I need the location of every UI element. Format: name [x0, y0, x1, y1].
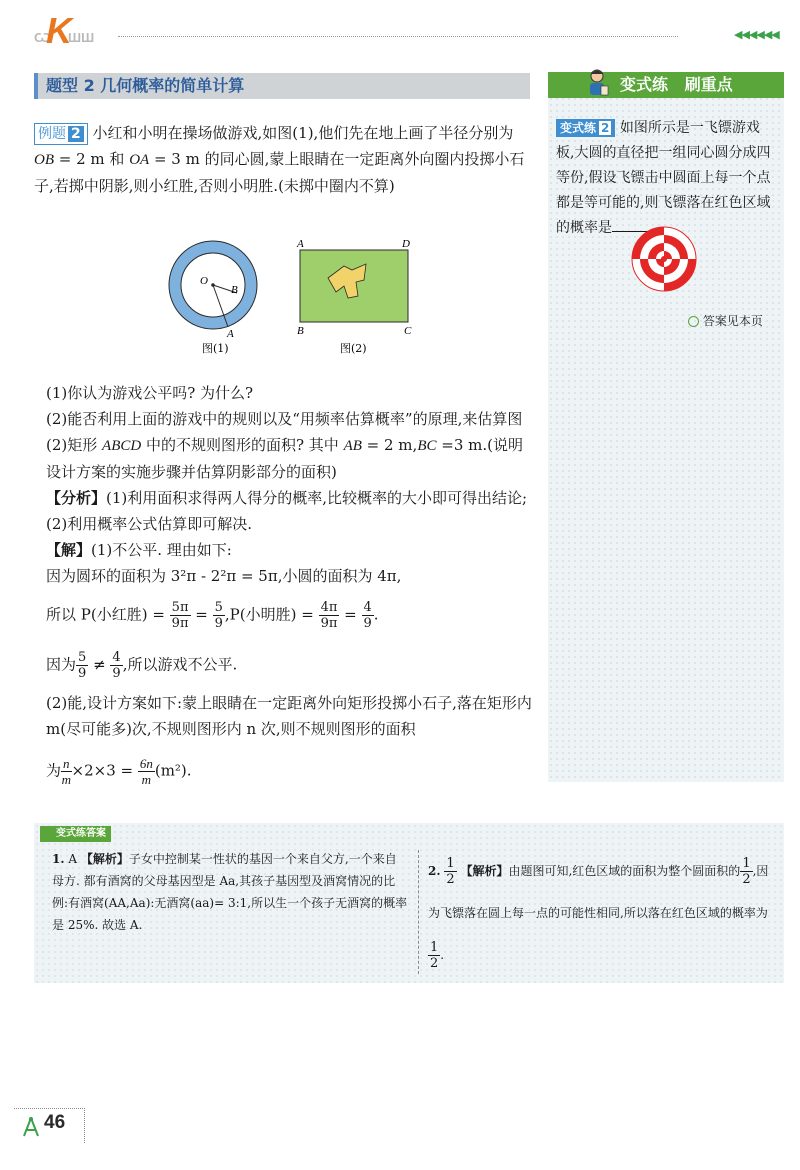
- solution-6-text-c: (m²).: [154, 761, 192, 780]
- fraction-den: 9: [214, 616, 223, 631]
- side-panel-header: [548, 72, 784, 98]
- header-arrows: ◀◀◀◀◀◀: [734, 28, 779, 41]
- student-icon: [584, 68, 610, 98]
- dartboard-figure: [631, 226, 697, 292]
- solution-label: 【解】: [46, 541, 92, 559]
- fraction-num: 4π: [320, 600, 338, 615]
- fraction-num: 1: [742, 856, 751, 871]
- answer-2-text-3: .: [440, 948, 445, 962]
- fraction-den: 2: [742, 872, 751, 887]
- answer-reference: [688, 312, 763, 329]
- question-2-text-c: = 2 m,: [361, 436, 418, 454]
- solution-4-text-a: 因为: [46, 655, 77, 674]
- solution-3-text-a: 所以 P(小红胜) =: [46, 605, 170, 624]
- period: .: [373, 605, 379, 624]
- fraction-num: 4: [363, 600, 372, 615]
- logo-suffix: ШШ: [68, 30, 95, 45]
- solution-6-text-b: ×2×3 =: [71, 761, 138, 780]
- fraction-den: m: [61, 772, 71, 787]
- answer-2: [428, 850, 778, 976]
- example-questions: [46, 380, 532, 589]
- question-2-text-b: 中的不规则图形的面积? 其中: [141, 436, 344, 454]
- rect-abcd: ABCD: [102, 438, 142, 454]
- equals-sign: =: [339, 605, 362, 624]
- fraction-den: 9π: [320, 616, 338, 631]
- fraction-den: 9: [363, 616, 372, 631]
- fraction-num: 5: [78, 650, 87, 665]
- analysis-text: (1)利用面积求得两人得分的概率,比较概率的大小即可得出结论;(2)利用概率公式估算即可解决.: [46, 489, 528, 533]
- fig2-label-d: D: [402, 238, 410, 250]
- fraction-4-9: [110, 650, 122, 681]
- fig2-label-b: B: [297, 325, 304, 337]
- example-tag: [34, 123, 88, 145]
- fig1-caption: 图(1): [202, 342, 229, 355]
- logo-prefix: Ѡ: [34, 30, 51, 45]
- fraction-den: 9π: [171, 616, 189, 631]
- fraction-num: 1: [430, 940, 439, 955]
- answer-1: [52, 848, 408, 936]
- fraction-num: 5π: [171, 600, 189, 615]
- solution-1: [46, 537, 532, 563]
- answer-2-fraction-3: [428, 940, 440, 971]
- fraction-4-9: [362, 600, 374, 631]
- answer-1-label: 【解析】: [80, 852, 129, 866]
- example-tag-text: 例题: [38, 126, 66, 142]
- fraction-5pi-9pi: [170, 600, 191, 631]
- fig1-label-a: A: [227, 328, 234, 340]
- example-text-1: 小红和小明在操场做游戏,如图(1),他们先在地上画了半径分别为: [92, 124, 514, 142]
- fraction-num: 6n: [139, 756, 153, 771]
- solution-4: [46, 650, 532, 681]
- answer-2-text-2: ,因为飞镖落在圆上每一点的可能性相同,所以落在红色区域的概率为: [428, 864, 769, 920]
- analysis: [46, 485, 532, 537]
- compass-icon: [20, 1116, 42, 1138]
- fraction-num: 4: [112, 650, 121, 665]
- variant-tag-num: 2: [601, 121, 610, 135]
- brand-logo: [34, 10, 116, 52]
- example-text-3: = 3 m 的同心圆,蒙上眼睛在一定距离外向圈内投掷小石子,若掷中阴影,则小红胜,否则小明胜.(未掷中圈内不算): [34, 150, 525, 195]
- solution-6: [46, 756, 532, 787]
- solution-2: 因为圆环的面积为 3²π - 2²π = 5π,小圆的面积为 4π,: [46, 567, 402, 585]
- header-rule: [118, 36, 678, 37]
- fraction-den: 9: [112, 666, 121, 681]
- fig2-label-a: A: [297, 238, 304, 250]
- side-panel-title: 变式练 刷重点: [620, 75, 733, 94]
- fraction-5-9: [213, 600, 225, 631]
- fraction-n-m: [61, 756, 72, 787]
- solution-6-text-a: 为: [46, 761, 62, 780]
- answers-divider: [418, 850, 419, 974]
- solution-3-text-b: ,P(小明胜) =: [224, 605, 319, 624]
- question-2-text-e: 3 m.(说明设计方案的实施步骤并估算阴影部分的面积): [46, 436, 523, 481]
- logo-k: K: [46, 10, 72, 51]
- answer-2-label: 【解析】: [460, 864, 509, 878]
- answer-2-fraction-2: [740, 856, 752, 887]
- answer-2-text-1: 由题图可知,红色区域的面积为整个圆面积的: [508, 864, 741, 878]
- fig2-label-c: C: [404, 325, 412, 337]
- fraction-4pi-9pi: [319, 600, 340, 631]
- key-icon: [688, 316, 699, 327]
- variant-text: 如图所示是一飞镖游戏板,大圆的直径把一组同心圆分成四等份,假设飞镖击中圆面上每一个点都是等可能的,则飞镖落在红色区域的概率是: [556, 120, 771, 236]
- figure-1: [160, 238, 270, 356]
- example-tag-num: 2: [68, 126, 84, 142]
- fig1-label-o: O: [200, 275, 208, 287]
- fraction-den: 2: [446, 872, 455, 887]
- page-number: 46: [44, 1112, 66, 1133]
- question-2: [46, 406, 532, 485]
- answer-2-number: 2.: [428, 864, 441, 878]
- figure-2: [292, 238, 416, 356]
- variant-tag-text: 变式练: [560, 121, 597, 135]
- answer-1-text: 子女中控制某一性状的基因一个来自父方,一个来自母方. 都有酒窝的父母基因型是 Aa,其孩子基因型及酒窝情况的比例:有酒窝(AA,Aa):无酒窝(aa)= 3:1,所以生一个孩子无酒窝的概率是 25%. 故选 A.: [52, 852, 408, 932]
- variant-tag: [556, 119, 615, 137]
- equals-sign: =: [190, 605, 213, 624]
- variant-question: [556, 116, 774, 241]
- question-1: (1)你认为游戏公平吗? 为什么?: [46, 384, 254, 402]
- fraction-den: 2: [430, 956, 439, 971]
- solution-3: [46, 600, 532, 631]
- solution-5: (2)能,设计方案如下:蒙上眼睛在一定距离外向矩形投掷小石子,落在矩形内 m(尽可能多)次,不规则图形内 n 次,则不规则图形的面积: [46, 694, 532, 738]
- fig1-label-b: B: [231, 284, 238, 296]
- solution-4-text-b: ,所以游戏不公平.: [122, 655, 238, 674]
- question-2-text-a: (2)能否利用上面的游戏中的规则以及“用频率估算概率”的原理,来估算图(2)矩形: [46, 410, 523, 454]
- answer-2-fraction: [444, 856, 456, 887]
- fraction-num: n: [63, 756, 70, 771]
- not-equal-sign: ≠: [88, 655, 111, 674]
- section-title: 题型 2 几何概率的简单计算: [34, 73, 530, 99]
- side-bc: BC: [417, 438, 437, 454]
- fraction-den: 9: [78, 666, 87, 681]
- fraction-6n-m: [138, 756, 155, 787]
- fig2-caption: 图(2): [340, 342, 367, 355]
- analysis-label: 【分析】: [46, 489, 107, 507]
- example-problem: [34, 120, 530, 199]
- answers-label: 变式练答案: [40, 826, 111, 842]
- fraction-den: m: [141, 772, 152, 787]
- side-ab: AB: [343, 438, 362, 454]
- example-oa: OA: [129, 152, 150, 168]
- fraction-num: 1: [446, 856, 455, 871]
- question-2-text-d: =: [436, 436, 454, 454]
- answer-1-choice: A: [68, 852, 78, 866]
- example-text-2: = 2 m 和: [54, 150, 130, 168]
- answer-1-number: 1.: [52, 852, 65, 866]
- fraction-num: 5: [214, 600, 223, 615]
- answer-reference-text: 答案见本页: [702, 314, 763, 328]
- solution-1-text: (1)不公平. 理由如下:: [91, 541, 232, 559]
- example-ob: OB: [34, 152, 54, 168]
- fraction-5-9: [76, 650, 88, 681]
